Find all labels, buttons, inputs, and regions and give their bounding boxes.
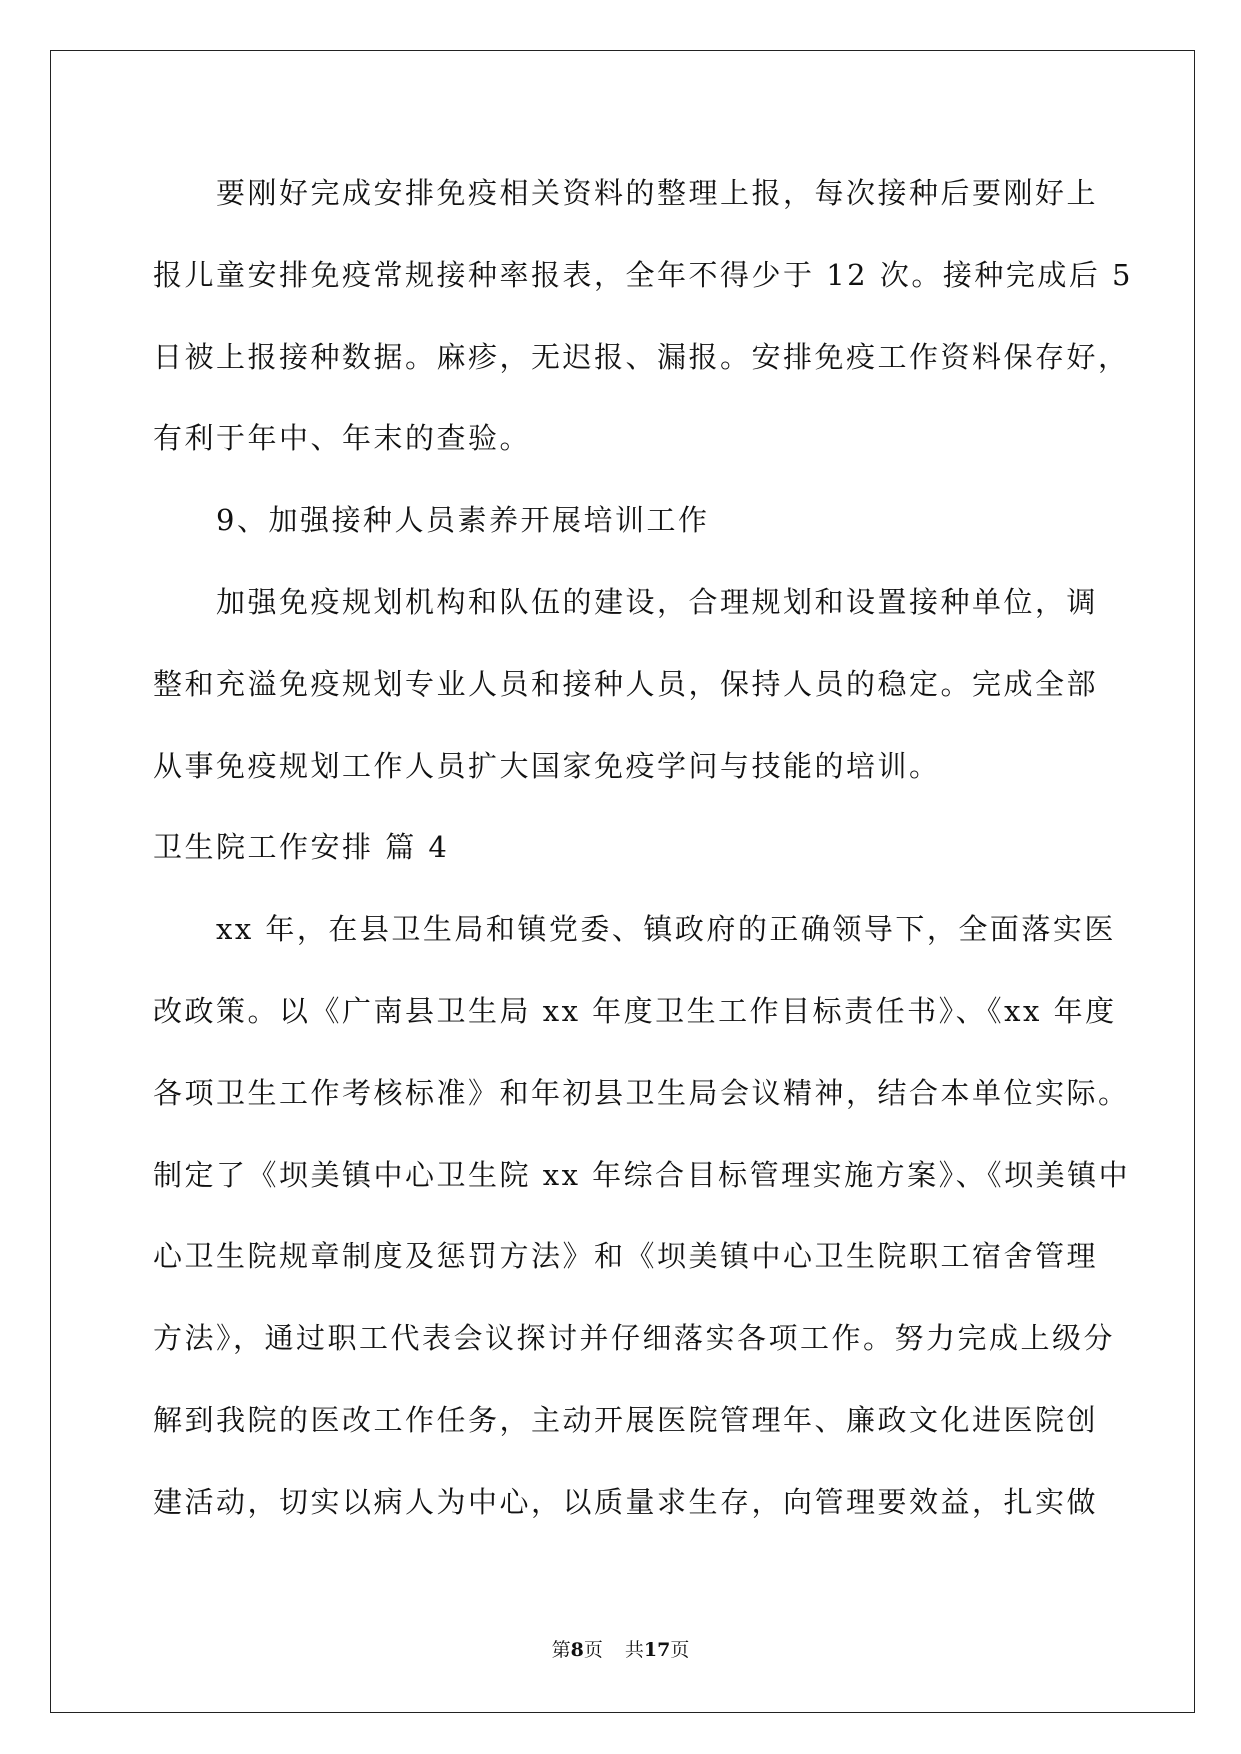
page-footer bbox=[0, 1636, 1241, 1664]
total-prefix: 共 bbox=[624, 1639, 644, 1661]
body-line: 心卫生院规章制度及惩罚方法》和《坝美镇中心卫生院职工宿舍管理 bbox=[153, 1239, 1099, 1274]
body-line: 改政策。以《广南县卫生局 xx 年度卫生工作目标责任书》、《xx 年度 bbox=[153, 993, 1117, 1028]
page-suffix: 页 bbox=[583, 1639, 603, 1661]
body-line: 要刚好完成安排免疫相关资料的整理上报，每次接种后要刚好上 bbox=[216, 176, 1099, 210]
section-title: 卫生院工作安排 篇 4 bbox=[153, 830, 450, 865]
body-line: 制定了《坝美镇中心卫生院 xx 年综合目标管理实施方案》、《坝美镇中 bbox=[153, 1157, 1131, 1192]
body-line: 加强免疫规划机构和队伍的建设，合理规划和设置接种单位，调 bbox=[216, 584, 1099, 619]
body-line: 有利于年中、年末的查验。 bbox=[153, 421, 532, 456]
body-line: 解到我院的医改工作任务，主动开展医院管理年、廉政文化进医院创 bbox=[153, 1402, 1099, 1437]
body-line: 从事免疫规划工作人员扩大国家免疫学问与技能的培训。 bbox=[153, 748, 941, 783]
page-prefix: 第 bbox=[551, 1639, 571, 1661]
page-current: 8 bbox=[570, 1639, 584, 1661]
body-line: 报儿童安排免疫常规接种率报表，全年不得少于 12 次。接种完成后 5 bbox=[153, 257, 1134, 292]
page-number bbox=[552, 1639, 603, 1661]
body-line: 建活动，切实以病人为中心，以质量求生存，向管理要效益，扎实做 bbox=[153, 1484, 1099, 1519]
body-line: 日被上报接种数据。麻疹，无迟报、漏报。安排免疫工作资料保存好， bbox=[153, 339, 1130, 374]
total-suffix: 页 bbox=[670, 1639, 690, 1661]
document-body bbox=[153, 153, 1153, 1544]
page-total bbox=[625, 1639, 689, 1661]
body-line: 整和充溢免疫规划专业人员和接种人员，保持人员的稳定。完成全部 bbox=[153, 666, 1099, 701]
body-line: 各项卫生工作考核标准》和年初县卫生局会议精神，结合本单位实际。 bbox=[153, 1075, 1130, 1110]
total-count: 17 bbox=[643, 1639, 671, 1661]
body-line: 方法》，通过职工代表会议探讨并仔细落实各项工作。努力完成上级分 bbox=[153, 1321, 1116, 1356]
body-line: xx 年，在县卫生局和镇党委、镇政府的正确领导下，全面落实医 bbox=[216, 912, 1116, 947]
item-heading: 9、加强接种人员素养开展培训工作 bbox=[216, 503, 710, 538]
